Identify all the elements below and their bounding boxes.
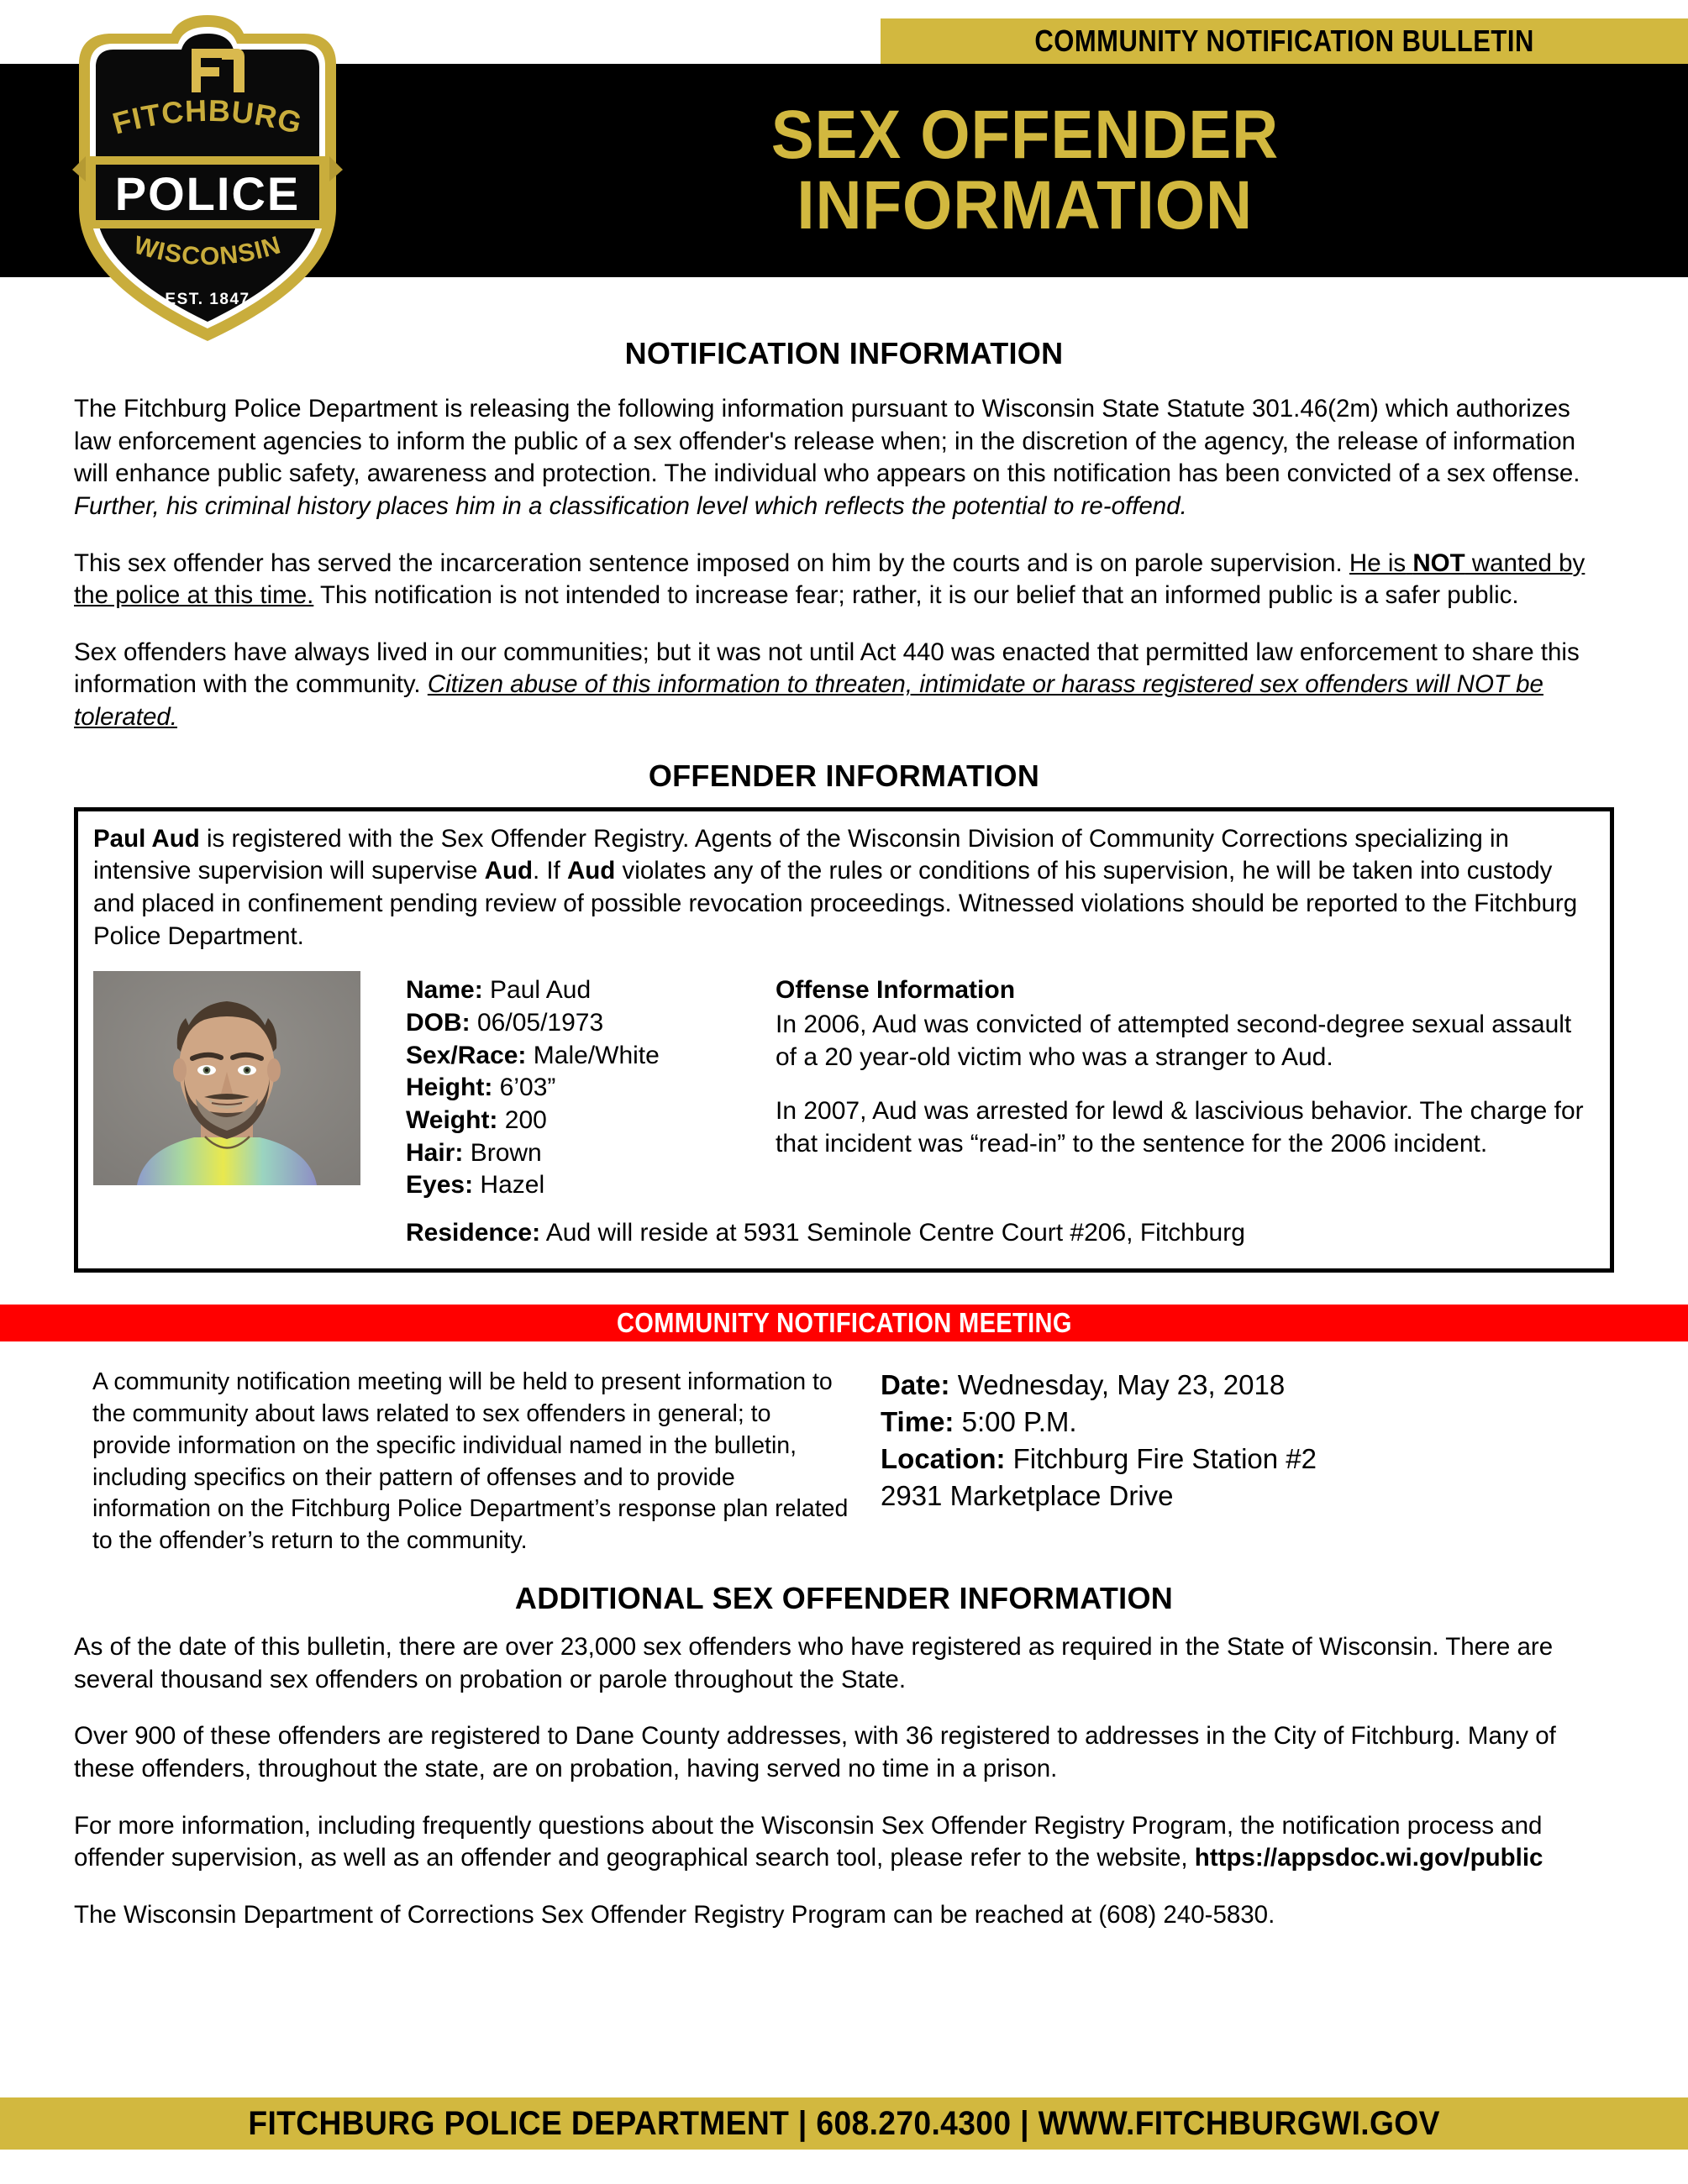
residence-value: Aud will reside at 5931 Seminole Centre Court #206, Fitchburg bbox=[540, 1219, 1245, 1247]
offender-eyes-label: Eyes: bbox=[406, 1171, 474, 1200]
bulletin-title bbox=[361, 67, 1688, 274]
meeting-description-column bbox=[74, 1367, 855, 1557]
offender-name-value: Paul Aud bbox=[490, 976, 592, 1005]
notification-paragraph-3 bbox=[74, 637, 1614, 734]
community-notification-meeting-label: COMMUNITY NOTIFICATION MEETING bbox=[616, 1306, 1072, 1338]
offender-intro-a: is registered with the Sex Offender Registry. Agents of the Wisconsin Division of Community Corrections specializing in intensive supervision will supervise bbox=[93, 824, 1509, 885]
page-header bbox=[0, 0, 1688, 336]
bulletin-title-line-1: SEX OFFENDER bbox=[770, 97, 1279, 174]
meeting-date-value: Wednesday, May 23, 2018 bbox=[949, 1368, 1286, 1400]
offender-hair-label: Hair: bbox=[406, 1138, 464, 1167]
notification-p1-text: The Fitchburg Police Department is releasing the following information pursuant to Wisconsin State Statute 301.46(2m) which authorizes law enforcement agencies to inform the public of a sex offender's release when; in the discretion of the agency, the release of information will enhance public safety, awareness and protection. The individual who appears on this notification has been convicted of a sex offense. bbox=[74, 395, 1580, 488]
additional-paragraph-1: As of the date of this bulletin, there are over 23,000 sex offenders who have registered as required in the State of Wisconsin. There are several thousand sex offenders on probation or parole throughout the State. bbox=[74, 1633, 1554, 1693]
fitchburg-police-badge-logo bbox=[35, 8, 380, 344]
offender-attribute-name bbox=[406, 974, 764, 1007]
notification-p2-text-b: This notification is not intended to increase fear; rather, it is our belief that an informed public is a safer public. bbox=[313, 581, 1519, 610]
meeting-description: A community notification meeting will be held to present information to the community about laws related to sex offenders in general; to provide information on the specific individual named in the bulletin, including specifics on their pattern of offenses and to provide information on the Fitchburg Police Department’s response plan related to the offender’s return to the community. bbox=[92, 1368, 849, 1555]
additional-paragraph-2: Over 900 of these offenders are registered to Dane County addresses, with 36 registered to addresses in the City of Fitchburg. Many of these offenders, throughout the state, are on probation, having served no time in a prison. bbox=[74, 1722, 1556, 1783]
meeting-time-line bbox=[881, 1404, 1614, 1441]
offender-attribute-height bbox=[406, 1072, 764, 1105]
notification-information-heading: NOTIFICATION INFORMATION bbox=[624, 336, 1064, 370]
offender-height-value: 6’03” bbox=[499, 1074, 556, 1102]
bulletin-body bbox=[0, 336, 1688, 1956]
offender-details-row bbox=[93, 971, 1595, 1202]
offender-dob-value: 06/05/1973 bbox=[477, 1009, 604, 1037]
meeting-location-line bbox=[881, 1441, 1614, 1478]
offender-name-label: Name: bbox=[406, 976, 483, 1005]
meeting-logistics-column bbox=[855, 1367, 1614, 1557]
notification-paragraph-2 bbox=[74, 548, 1614, 612]
offender-attribute-weight bbox=[406, 1105, 764, 1137]
notification-p2-text-a: This sex offender has served the incarceration sentence imposed on him by the courts and is on parole supervision. bbox=[74, 549, 1349, 577]
notification-p3-text: Sex offenders have always lived in our communities; but it was not until Act 440 was enacted that permitted law enforcement to share this information with the community. bbox=[74, 638, 1580, 699]
meeting-location-address: 2931 Marketplace Drive bbox=[881, 1480, 1174, 1512]
svg-text:POLICE: POLICE bbox=[114, 167, 301, 220]
offender-dob-label: DOB: bbox=[406, 1009, 471, 1037]
offender-intro-name: Paul Aud bbox=[93, 824, 200, 853]
footer-contact-line: FITCHBURG POLICE DEPARTMENT | 608.270.4300 | WWW.FITCHBURGWI.GOV bbox=[248, 2104, 1440, 2142]
offender-intro-b: . If bbox=[533, 857, 567, 885]
svg-text:WISCONSIN: WISCONSIN bbox=[130, 231, 285, 271]
offender-weight-value: 200 bbox=[504, 1106, 547, 1135]
offender-sexrace-value: Male/White bbox=[533, 1041, 660, 1069]
svg-text:EST. 1847: EST. 1847 bbox=[165, 291, 250, 308]
offender-intro-c: violates any of the rules or conditions of his supervision, he will be taken into custody and placed in confinement pending review of possible revocation proceedings. Witnessed violations should be reported to the Fitchburg Police Department. bbox=[93, 857, 1578, 950]
notification-p2-underline-he-is: He is bbox=[1349, 549, 1407, 577]
additional-information-heading: ADDITIONAL SEX OFFENDER INFORMATION bbox=[514, 1581, 1174, 1616]
meeting-time-value: 5:00 P.M. bbox=[954, 1406, 1077, 1438]
additional-p3-text: For more information, including frequently questions about the Wisconsin Sex Offender Registry Program, the notification process and offender supervision, as well as an offender and geographical search tool, please refer to the website, bbox=[74, 1811, 1543, 1872]
offender-intro-bold-2: Aud bbox=[484, 857, 533, 885]
residence-label: Residence: bbox=[406, 1219, 541, 1247]
offender-hair-value: Brown bbox=[470, 1138, 542, 1167]
offender-intro-bold-3: Aud bbox=[566, 857, 616, 885]
page-footer-bar bbox=[0, 2097, 1688, 2150]
additional-paragraph-3 bbox=[74, 1810, 1614, 1875]
offender-attribute-sexrace bbox=[406, 1040, 764, 1073]
meeting-time-label: Time: bbox=[881, 1406, 954, 1438]
offender-information-heading: OFFENDER INFORMATION bbox=[648, 758, 1040, 793]
offender-mugshot-photo bbox=[93, 971, 360, 1185]
meeting-details-section bbox=[74, 1341, 1614, 1557]
community-notification-meeting-bar bbox=[0, 1305, 1688, 1341]
offender-residence-line bbox=[93, 1217, 1595, 1250]
offender-information-box bbox=[74, 807, 1614, 1273]
offense-paragraph-1: In 2006, Aud was convicted of attempted second-degree sexual assault of a 20 year-old victim who was a stranger to Aud. bbox=[776, 1011, 1572, 1071]
community-notification-bulletin-banner bbox=[881, 18, 1688, 64]
offender-weight-label: Weight: bbox=[406, 1106, 498, 1135]
bulletin-banner-label: COMMUNITY NOTIFICATION BULLETIN bbox=[1034, 24, 1534, 58]
meeting-date-label: Date: bbox=[881, 1368, 950, 1400]
notification-paragraph-1 bbox=[74, 393, 1614, 523]
registry-website-url[interactable]: https://appsdoc.wi.gov/public bbox=[1194, 1844, 1543, 1872]
offender-height-label: Height: bbox=[406, 1074, 493, 1102]
notification-p1-italic: Further, his criminal history places him in a classification level which reflects the potential to re-offend. bbox=[74, 491, 1187, 520]
additional-information-paragraphs bbox=[74, 1631, 1614, 1931]
meeting-location-value: Fitchburg Fire Station #2 bbox=[1005, 1443, 1317, 1475]
additional-paragraph-4: The Wisconsin Department of Corrections Sex Offender Registry Program can be reached at (608) 240-5830. bbox=[74, 1901, 1275, 1929]
notification-p3-italic-underline: Citizen abuse of this information to threaten, intimidate or harass registered sex offenders will NOT be tolerated. bbox=[74, 670, 1543, 732]
notification-p2-underline-rest: wanted by the police at this time. bbox=[74, 549, 1585, 610]
offense-information-heading: Offense Information bbox=[776, 976, 1016, 1005]
offender-intro-paragraph bbox=[93, 823, 1595, 953]
bulletin-title-line-2: INFORMATION bbox=[797, 167, 1253, 244]
meeting-location-label: Location: bbox=[881, 1443, 1006, 1475]
offender-sexrace-label: Sex/Race: bbox=[406, 1041, 527, 1069]
notification-p2-bold-not: NOT bbox=[1412, 549, 1465, 577]
offender-attribute-eyes bbox=[406, 1169, 764, 1202]
notification-paragraphs bbox=[74, 393, 1614, 734]
offender-attribute-dob bbox=[406, 1007, 764, 1040]
offender-eyes-value: Hazel bbox=[480, 1171, 545, 1200]
offender-attribute-hair bbox=[406, 1137, 764, 1170]
meeting-date-line bbox=[881, 1367, 1614, 1404]
offense-information-column bbox=[764, 971, 1595, 1160]
mugshot-column bbox=[93, 971, 360, 1185]
offender-attributes-list bbox=[360, 971, 764, 1202]
svg-text:FITCHBURG: FITCHBURG bbox=[108, 92, 307, 141]
offense-paragraph-2: In 2007, Aud was arrested for lewd & lascivious behavior. The charge for that incident was “read-in” to the sentence for the 2006 incident. bbox=[776, 1097, 1584, 1158]
